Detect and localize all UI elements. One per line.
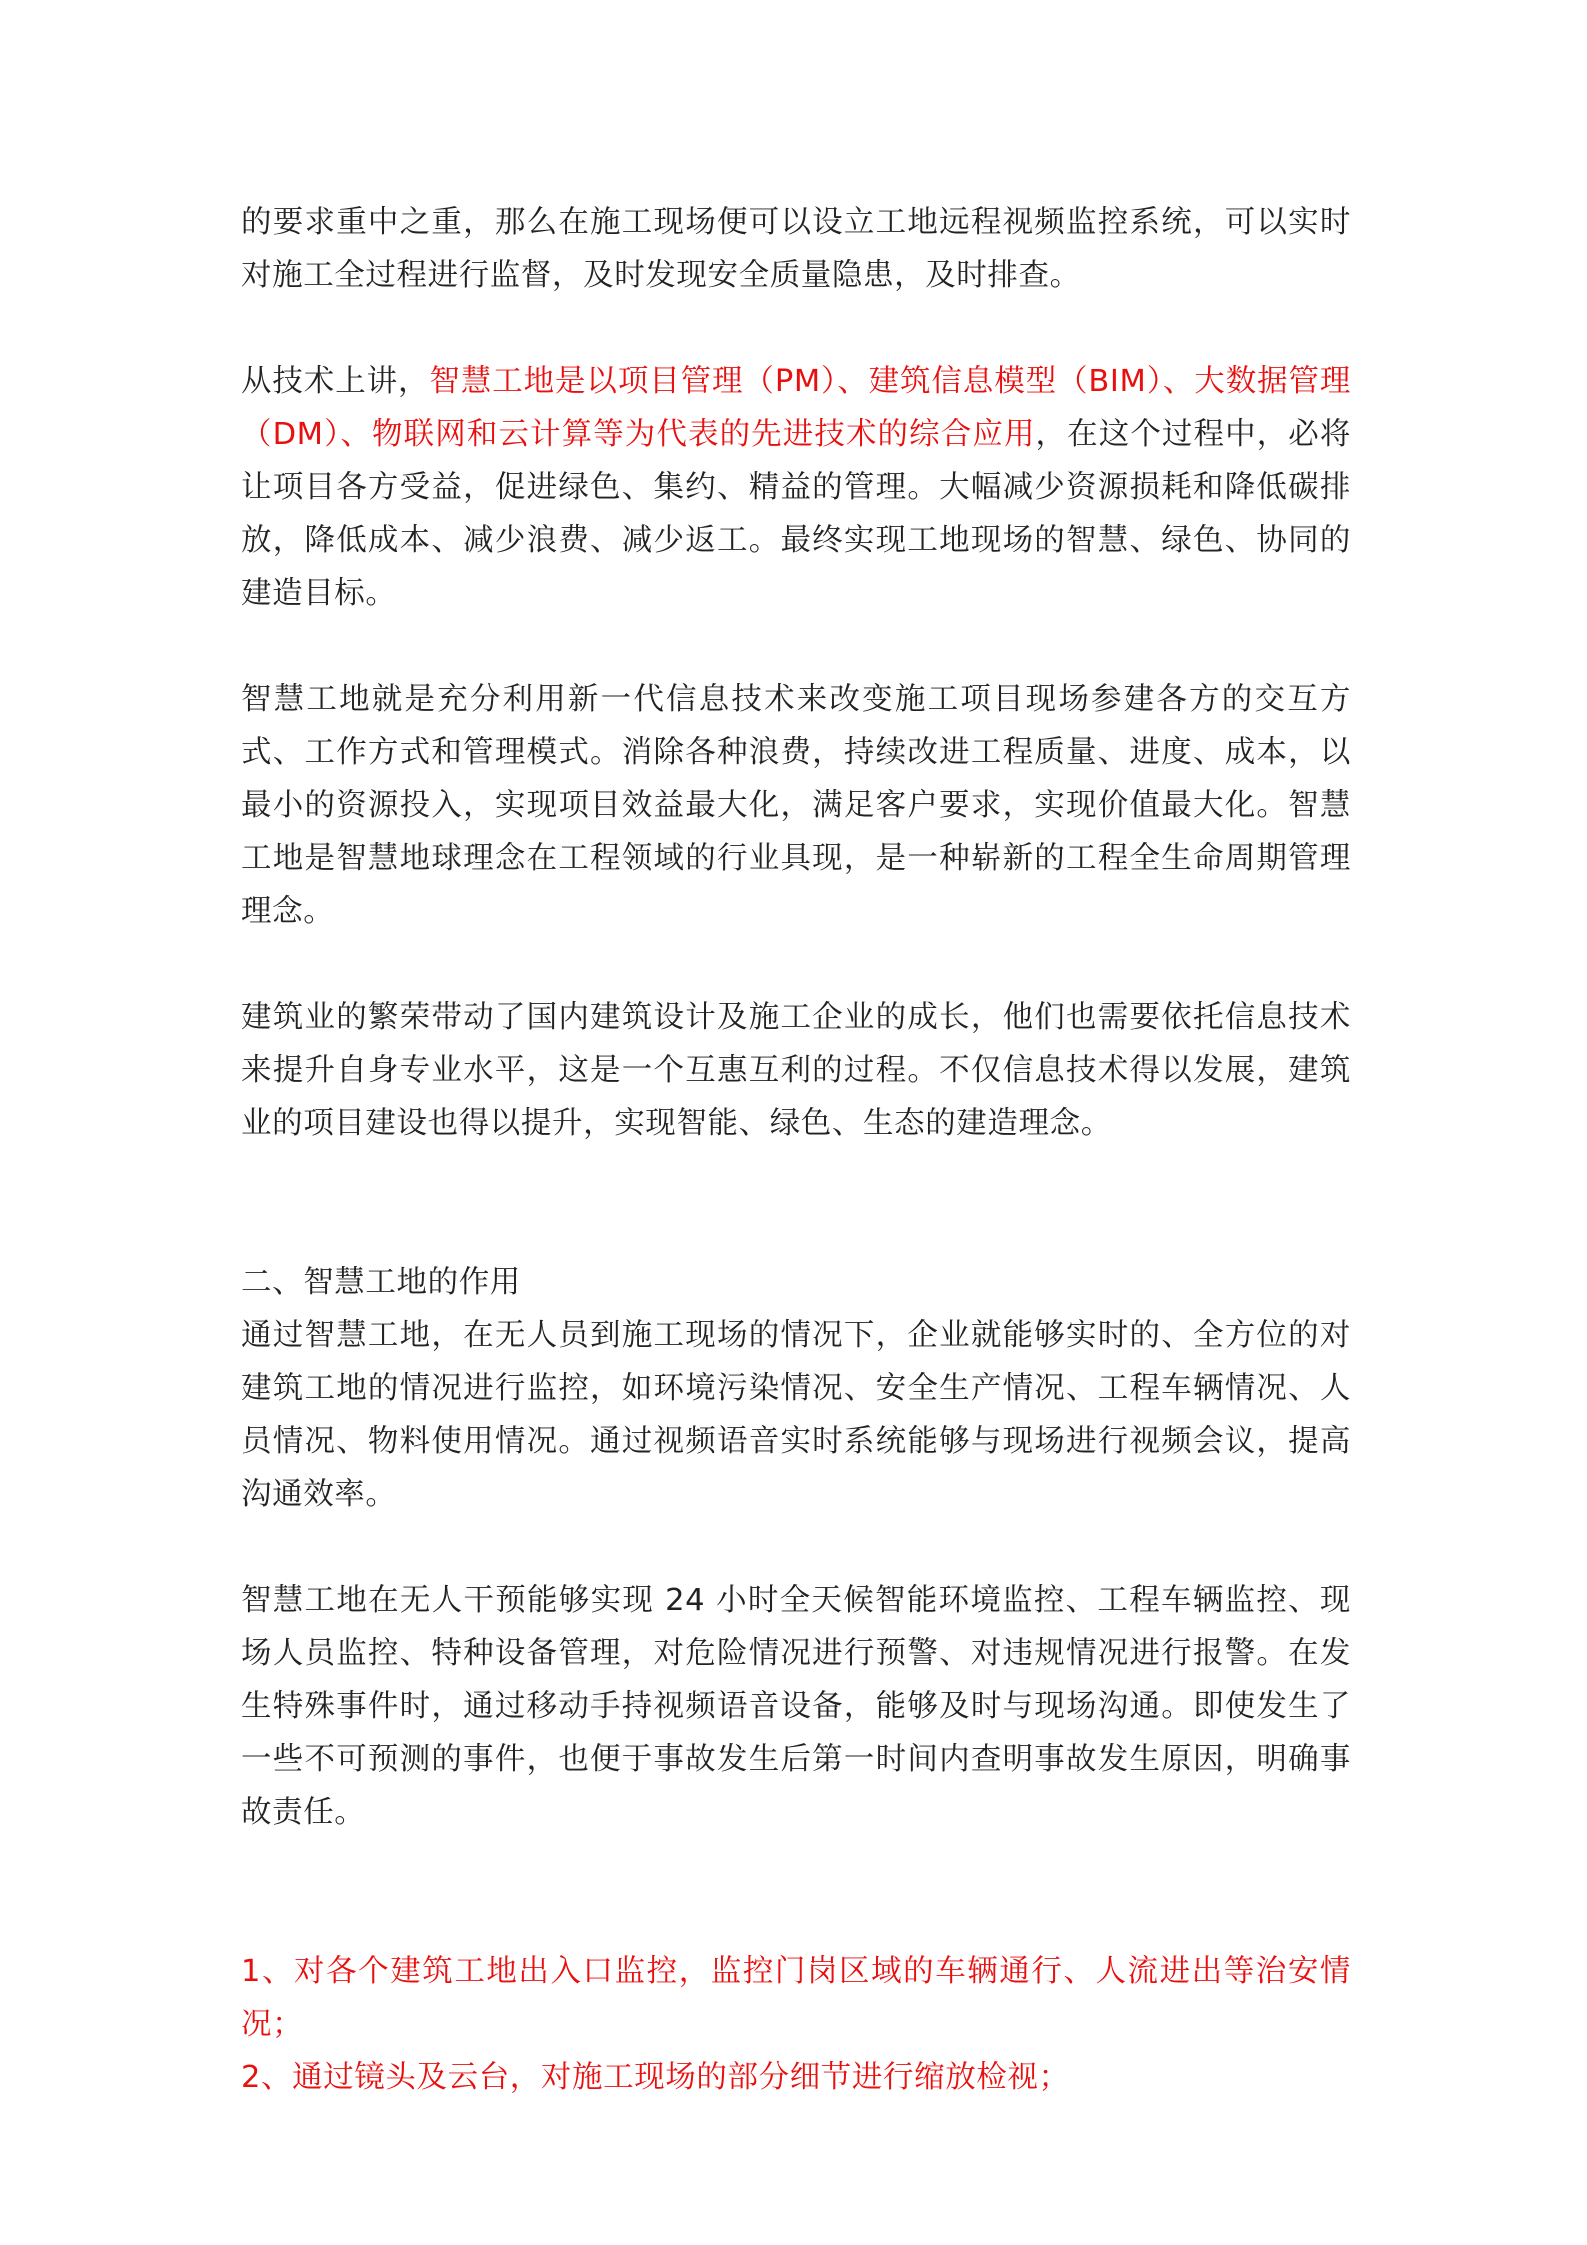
list-item-2: 2、通过镜头及云台，对施工现场的部分细节进行缩放检视； bbox=[241, 2060, 1070, 2095]
list-item-1: 1、对各个建筑工地出入口监控，监控门岗区域的车辆通行、人流进出等治安情况； bbox=[241, 1954, 1351, 2042]
paragraph-24h-monitoring: 智慧工地在无人干预能够实现 24 小时全天候智能环境监控、工程车辆监控、现场人员监控、特种设备管理，对危险情况进行预警、对违规情况进行报警。在发生特殊事件时，通过移动手持视频语音设备，能够及时与现场沟通。即使发生了一些不可预测的事件，也便于事故发生后第一时间内查明事故发生原因，明确事故责任。 bbox=[241, 1583, 1351, 1830]
paragraph-surveillance-intro: 的要求重中之重，那么在施工现场便可以设立工地远程视频监控系统，可以实时对施工全过程进行监督，及时发现安全质量隐患，及时排查。 bbox=[241, 205, 1351, 293]
paragraph-smart-site-definition: 智慧工地就是充分利用新一代信息技术来改变施工项目现场参建各方的交互方式、工作方式和管理模式。消除各种浪费，持续改进工程质量、进度、成本，以最小的资源投入，实现项目效益最大化，满足客户要求，实现价值最大化。智慧工地是智慧地球理念在工程领域的行业具现，是一种崭新的工程全生命周期管理理念。 bbox=[241, 682, 1351, 929]
paragraph-remote-monitoring: 通过智慧工地，在无人员到施工现场的情况下，企业就能够实时的、全方位的对建筑工地的情况进行监控，如环境污染情况、安全生产情况、工程车辆情况、人员情况、物料使用情况。通过视频语音实时系统能够与现场进行视频会议，提高沟通效率。 bbox=[241, 1318, 1351, 1512]
paragraph-technology bbox=[241, 355, 1351, 620]
paragraph-industry-growth: 建筑业的繁荣带动了国内建筑设计及施工企业的成长，他们也需要依托信息技术来提升自身专业水平，这是一个互惠互利的过程。不仅信息技术得以发展，建筑业的项目建设也得以提升，实现智能、绿色、生态的建造理念。 bbox=[241, 1000, 1351, 1141]
paragraph-technology-highlight: 智慧工地是以项目管理（PM）、建筑信息模型（BIM）、大数据管理（DM）、物联网和云计算等为代表的先进技术的综合应用 bbox=[241, 364, 1352, 452]
document-page bbox=[241, 196, 1351, 2104]
paragraph-technology-lead: 从技术上讲， bbox=[241, 364, 430, 399]
section-heading: 二、智慧工地的作用 bbox=[241, 1265, 521, 1300]
paragraph-technology-tail: ，在这个过程中，必将让项目各方受益，促进绿色、集约、精益的管理。大幅减少资源损耗和降低碳排放，降低成本、减少浪费、减少返工。最终实现工地现场的智慧、绿色、协同的建造目标。 bbox=[241, 417, 1352, 611]
